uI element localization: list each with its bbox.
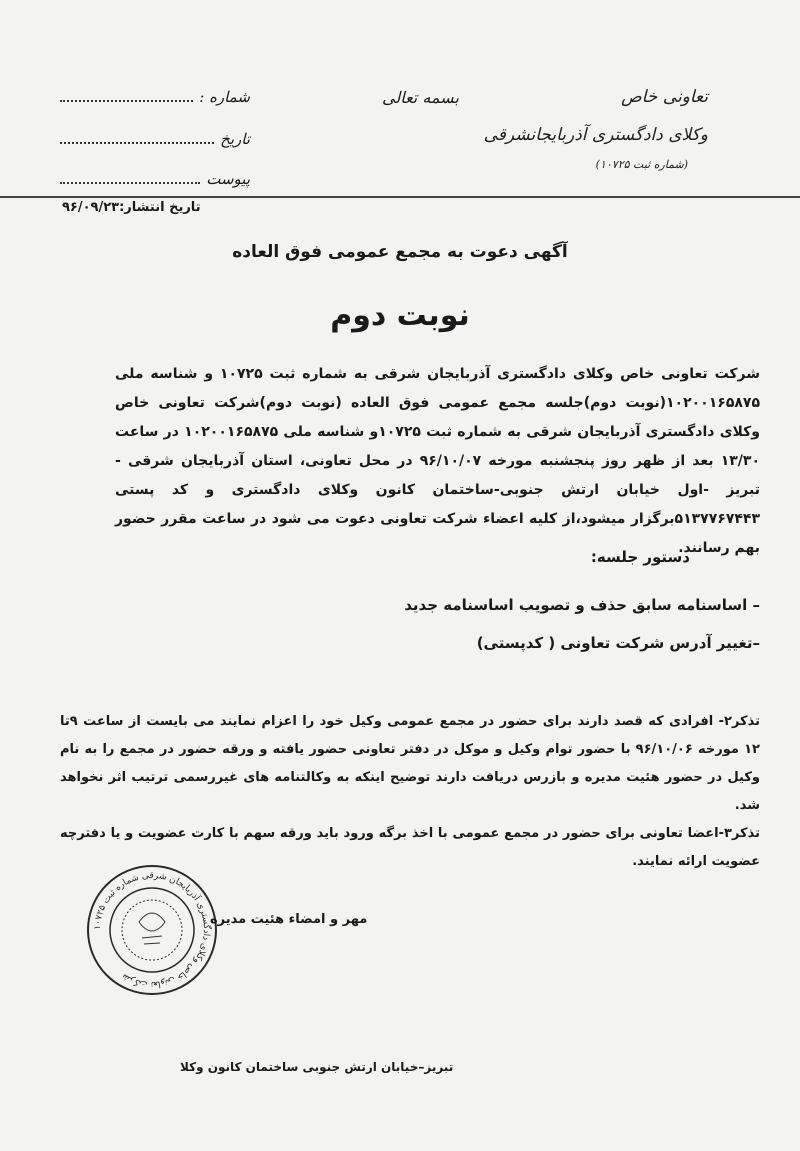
attachment-label: پیوست <box>206 170 250 188</box>
registration-number: (شماره ثبت ۱۰۷۲۵) <box>595 158 688 171</box>
signature-label: مهر و امضاء هئیت مدیره <box>210 912 368 927</box>
notice-title: آگهی دعوت به مجمع عمومی فوق العاده <box>232 242 568 262</box>
attachment-dotted-line <box>60 182 200 184</box>
notice-subtitle: نوبت دوم <box>330 298 470 333</box>
agenda-item: – اساسنامه سابق حذف و تصویب اساسنامه جدید <box>404 596 760 614</box>
letterhead-org-block <box>484 86 708 172</box>
seal-text: شرکت تعاونی خاص وکلای دادگستری آذربایجان شرقی شماره ثبت ۱۰۷۲۵ <box>92 870 212 990</box>
agenda-item: –تغییر آدرس شرکت تعاونی ( کدپستی) <box>476 634 760 652</box>
attachment-field <box>60 166 250 188</box>
agenda-heading: دستور جلسه: <box>590 548 690 566</box>
number-label: شماره : <box>199 88 250 106</box>
date-label: تاریخ <box>220 130 250 148</box>
org-name-line2: وکلای دادگستری آذربایجانشرقی <box>483 125 708 145</box>
date-field <box>60 126 250 148</box>
notes-block <box>60 708 760 876</box>
publish-date: تاریخ انتشار:۹۶/۰۹/۲۳ <box>62 200 201 215</box>
note-item: تذکر۳-اعضا تعاونی برای حضور در مجمع عمومی با اخذ برگه ورود باید ورقه سهم با کارت عضویت و یا دفترچه عضویت ارائه نمایند. <box>60 826 760 869</box>
basmala: بسمه تعالی <box>382 88 459 107</box>
number-dotted-line <box>60 100 193 102</box>
org-name-line1: تعاونی خاص <box>621 87 708 107</box>
note-item: تذکر۲- افرادی که قصد دارند برای حضور در مجمع عمومی وکیل خود را اعزام نمایند می بایست از ساعت ۹تا ۱۲ مورخه ۹۶/۱۰/۰۶ با حضور توام وکیل و موکل در دفتر تعاونی حضور یافته و ورقه حضور در مجمع را به نام وکیل در حضور هئیت مدیره و بازرس دریافت دارند توضیح اینکه به وکالتنامه های غیررسمی ترتیب اثر نخواهد شد. <box>60 714 760 813</box>
number-field <box>60 84 250 106</box>
date-dotted-line <box>60 142 214 144</box>
invitation-body: شرکت تعاونی خاص وکلای دادگستری آذربایجان شرقی به شماره ثبت ۱۰۷۲۵ و شناسه ملی ۱۰۲۰۰۱۶۵۸۷۵(نوبت دوم)جلسه مجمع عمومی فوق العاده (نوبت دوم)شرکت تعاونی خاص وکلای دادگستری آذربایجان شرقی به شماره ثبت ۱۰۷۲۵و شناسه ملی ۱۰۲۰۰۱۶۵۸۷۵ در ساعت ۱۳/۳۰ بعد از ظهر روز پنجشنبه مورخه ۹۶/۱۰/۰۷ در محل تعاونی، استان آذربایجان شرقی - تبریز -اول خیابان ارتش جنوبی-ساختمان کانون وکلای دادگستری و کد پستی ۵۱۳۷۷۶۷۴۴۳برگزار میشود،از کلیه اعضاء شرکت تعاونی دعوت می شود در ساعت مقرر حضور بهم رسانند. <box>115 366 761 556</box>
company-seal-stamp <box>84 862 220 998</box>
header-separator <box>0 196 800 198</box>
footer-address: تبریز–خیابان ارتش جنوبی ساختمان کانون وکلا <box>180 1060 454 1074</box>
